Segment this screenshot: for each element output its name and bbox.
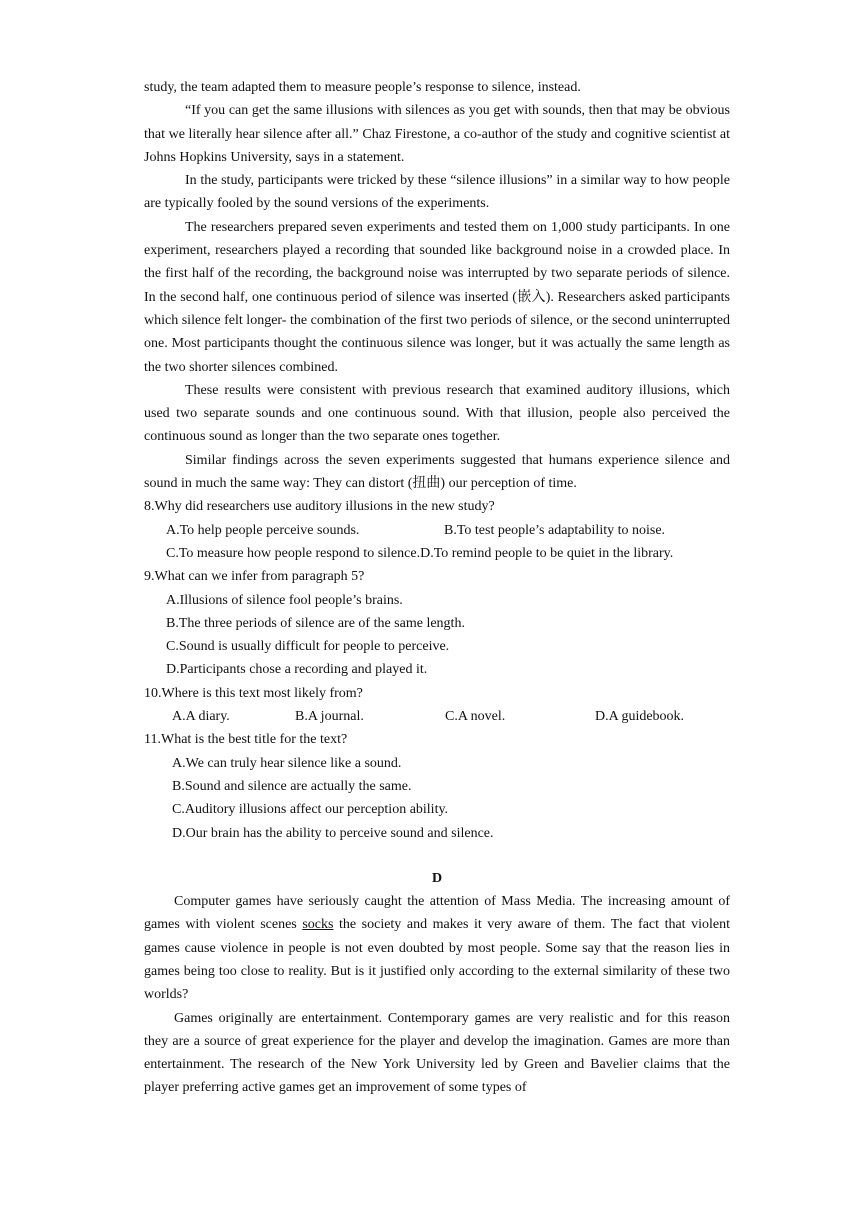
paragraph: study, the team adapted them to measure people’s response to silence, instead. xyxy=(144,80,581,95)
option-a: A.We can truly hear silence like a sound. xyxy=(172,755,402,771)
document-page xyxy=(144,76,730,1100)
underlined-word: socks xyxy=(302,917,334,933)
option-a: A.A diary. xyxy=(172,709,230,725)
paragraph-text: Computer games have seriously caught the attention of Mass Media. The increasing amount of games with violent scenes xyxy=(144,894,730,933)
options-row xyxy=(144,705,730,728)
question-stem: 9.What can we infer from paragraph 5? xyxy=(144,569,365,585)
paragraph xyxy=(144,890,730,1006)
section-heading: D xyxy=(431,870,443,886)
option-d: D.Our brain has the ability to perceive sound and silence. xyxy=(172,825,494,841)
paragraph: These results were consistent with previous research that examined auditory illusions, which used two separate sounds and one continuous sound. With that illusion, people also perceived the continuous sound as longer than the two separate ones together. xyxy=(144,382,730,445)
option-b: B.A journal. xyxy=(295,709,364,725)
paragraph-text: the society and makes it very aware of them. The fact that violent games cause violence in people is not even doubted by most people. Some say that the reason lies in games being too close to reality. But is it justified only according to the external similarity of these two worlds? xyxy=(144,917,730,1003)
option-c: C.Auditory illusions affect our perception ability. xyxy=(172,802,449,818)
option-c: C.A novel. xyxy=(445,709,506,725)
option-b: B.The three periods of silence are of the same length. xyxy=(166,615,465,631)
question-stem: 8.Why did researchers use auditory illusions in the new study? xyxy=(144,499,495,515)
paragraph: In the study, participants were tricked by these “silence illusions” in a similar way to how people are typically fooled by the sound versions of the experiments. xyxy=(144,173,730,212)
paragraph: Games originally are entertainment. Contemporary games are very realistic and for this reason they are a source of great experience for the player and develop the imagination. Games are more than entertainment. The research of the New York University led by Green and Bavelier claims that the player preferring active games get an improvement of some types of xyxy=(144,1010,730,1096)
option-b: B.To test people’s adaptability to noise. xyxy=(444,522,666,538)
question-stem: 10.Where is this text most likely from? xyxy=(144,685,363,701)
options-row xyxy=(144,542,730,565)
option-b: B.Sound and silence are actually the same. xyxy=(172,778,412,794)
paragraph: Similar findings across the seven experiments suggested that humans experience silence and sound in much the same way: They can distort (扭曲) our perception of time. xyxy=(144,452,730,492)
question-stem: 11.What is the best title for the text? xyxy=(144,732,348,748)
paragraph: The researchers prepared seven experiments and tested them on 1,000 study participants. In one experiment, researchers played a recording that sounded like background noise in a crowded place. In the first half of the recording, the background noise was interrupted by two separate periods of silence. In the second half, one continuous period of silence was inserted (嵌入). Researchers asked participants which silence felt longer- the combination of the first two periods of silence, or the second uninterrupted one. Most participants thought the continuous silence was longer, but it was actually the same length as the two shorter silences combined. xyxy=(144,219,730,375)
option-c: C.To measure how people respond to silence. xyxy=(166,545,421,561)
paragraph: “If you can get the same illusions with silences as you get with sounds, then that may be obvious that we literally hear silence after all.” Chaz Firestone, a co-author of the study and cognitive scientist at Johns Hopkins University, says in a statement. xyxy=(144,103,730,165)
option-c: C.Sound is usually difficult for people to perceive. xyxy=(166,639,450,655)
option-d: D.To remind people to be quiet in the library. xyxy=(420,545,674,561)
option-d: D.A guidebook. xyxy=(595,709,685,725)
option-d: D.Participants chose a recording and played it. xyxy=(166,662,428,678)
options-row xyxy=(144,519,730,542)
option-a: A.To help people perceive sounds. xyxy=(166,522,360,538)
option-a: A.Illusions of silence fool people’s brains. xyxy=(166,592,403,608)
